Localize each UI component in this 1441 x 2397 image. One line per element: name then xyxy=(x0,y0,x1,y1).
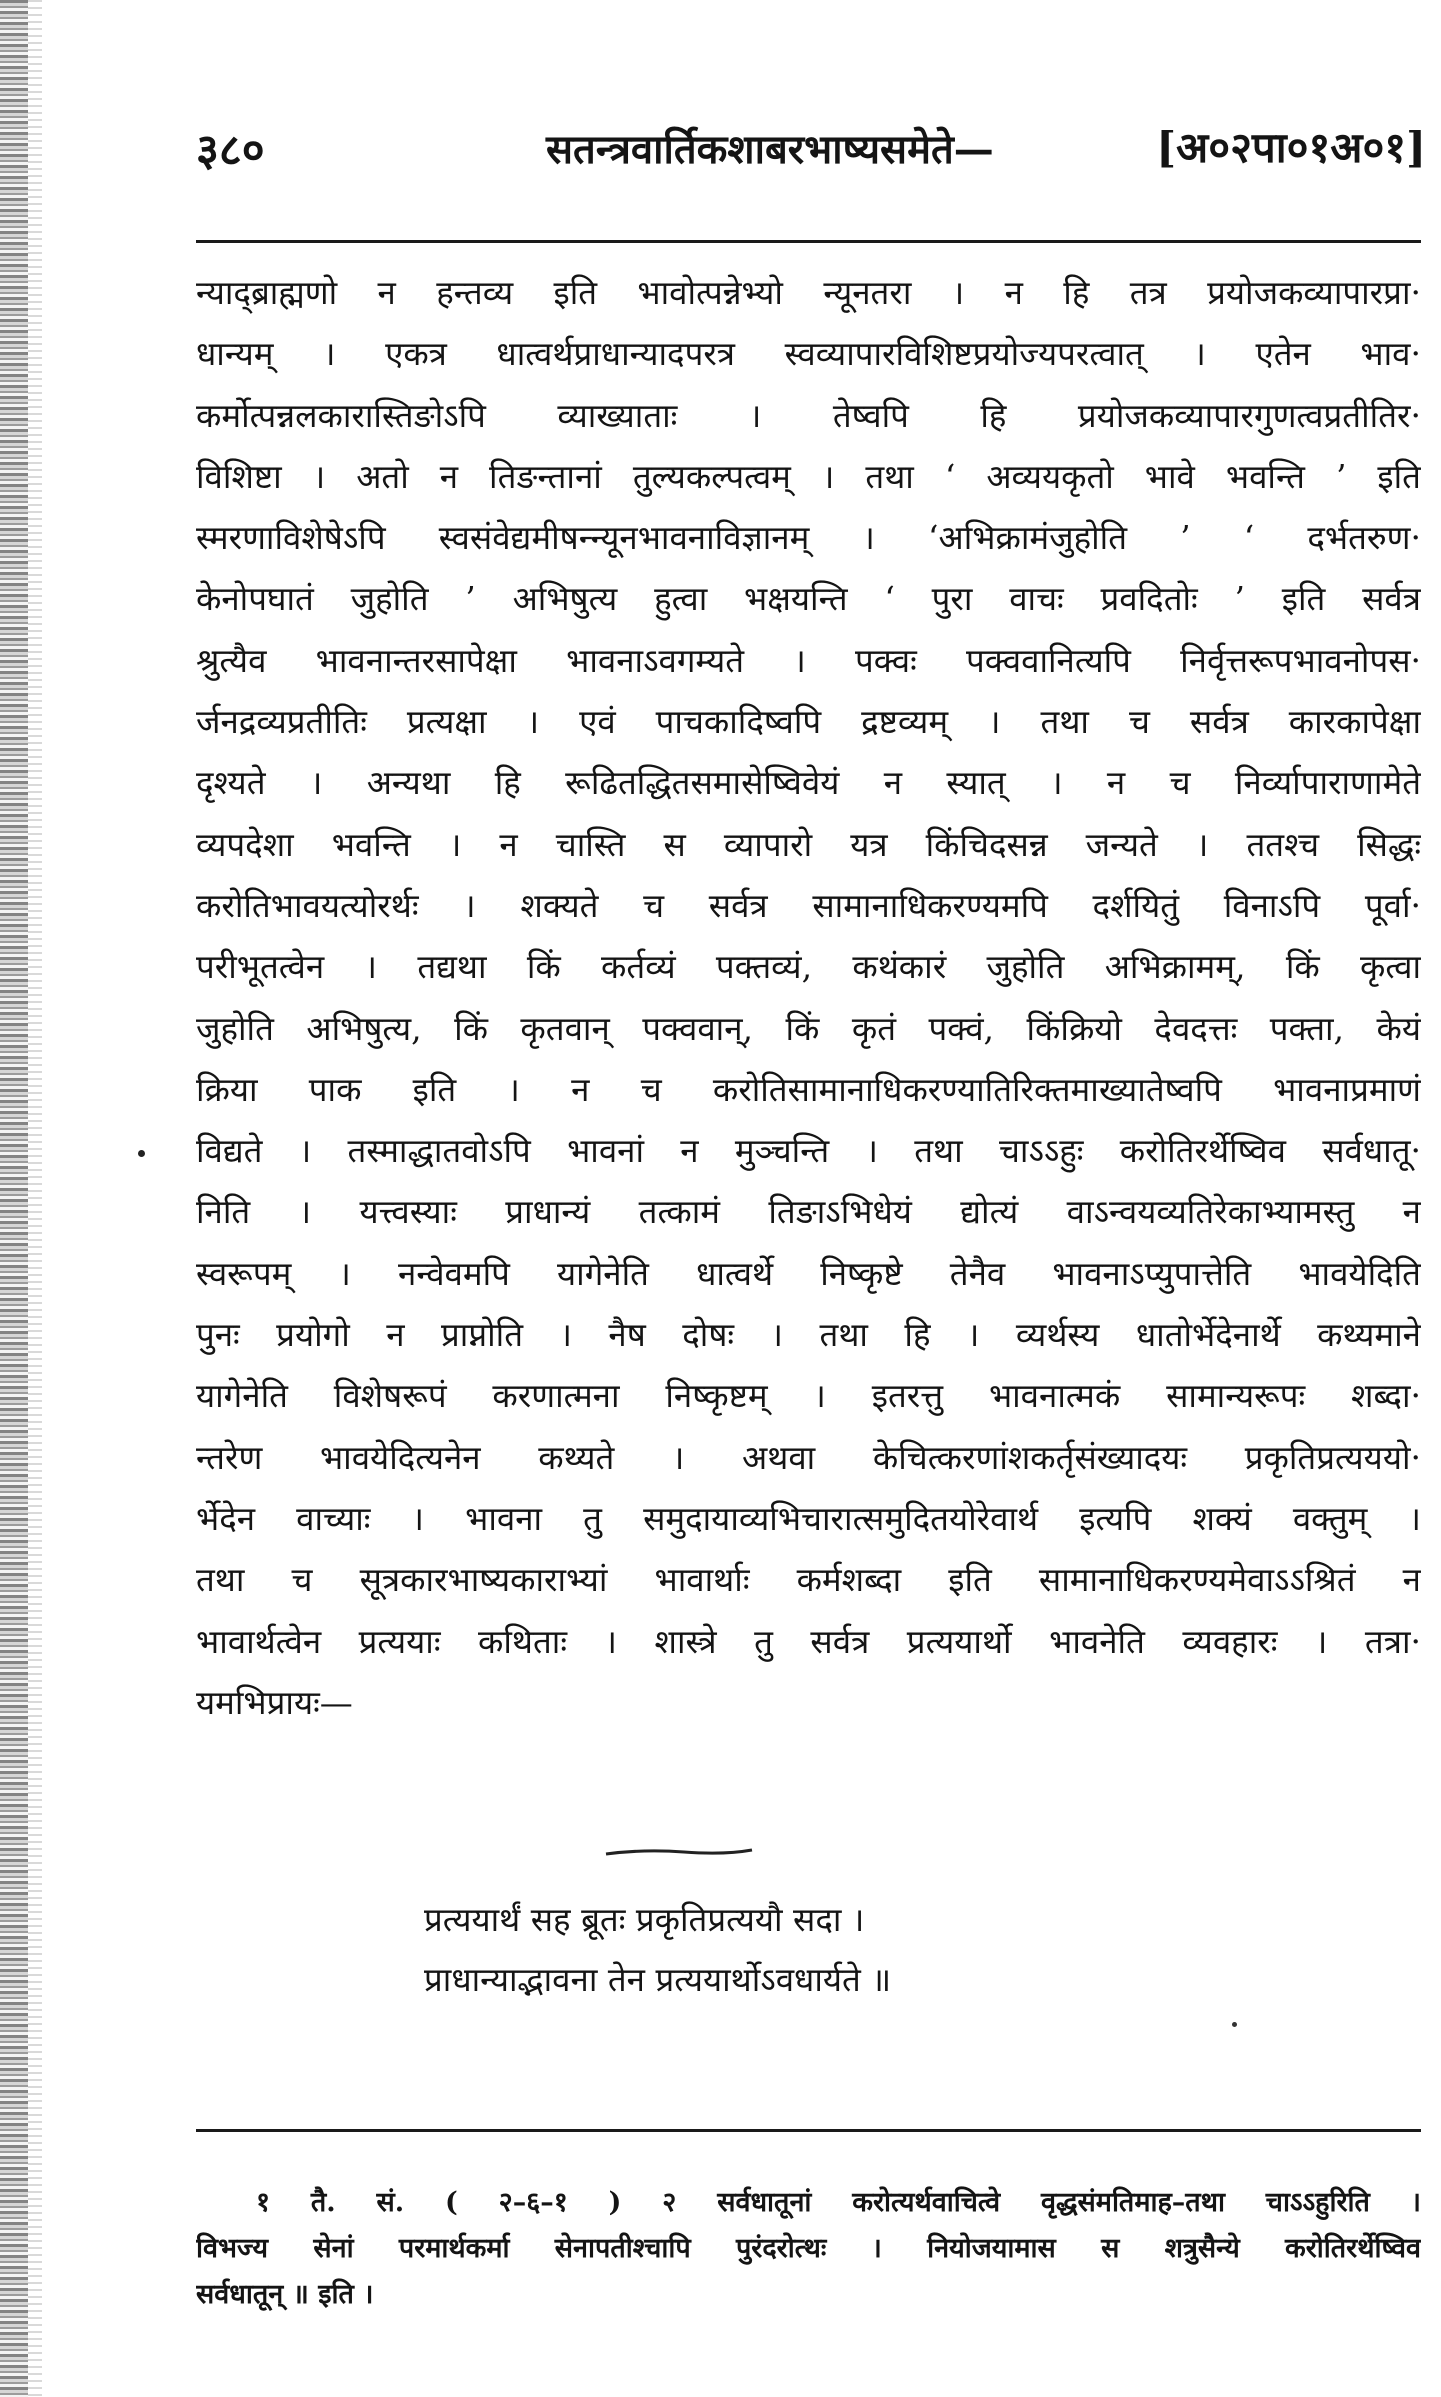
text-line: भावार्थत्वेन प्रत्ययाः कथिताः । शास्त्रे तु सर्वत्र प्रत्ययार्थो भावनेति व्यवहारः । तत्रा· xyxy=(196,1621,1421,1661)
text-line: न्याद्ब्राह्मणो न हन्तव्य इति भावोत्पन्नेभ्यो न्यूनतरा । न हि तत्र प्रयोजकव्यापारप्रा· xyxy=(196,273,1421,312)
header-rule xyxy=(196,240,1421,243)
running-title: सतन्त्रवार्तिकशाबरभाष्यसमेते— xyxy=(546,126,994,173)
page-number: ३८० xyxy=(196,125,265,176)
text-line: विद्यते । तस्माद्धातवोऽपि भावनां न मुञ्चन्ति । तथा चाऽऽहुः करोतिरर्थेष्विव सर्वधातू· xyxy=(196,1131,1421,1171)
text-line: कर्मोत्पन्नलकारास्तिङोऽपि व्याख्याताः । तेष्वपि हि प्रयोजकव्यापारगुणत्वप्रतीतिर· xyxy=(196,395,1421,435)
verse-block xyxy=(196,1890,1421,2010)
text-line: जुहोति अभिषुत्य, किं कृतवान् पक्ववान्, किं कृतं पक्वं, किंक्रियो देवदत्तः पक्ता, केयं xyxy=(196,1008,1421,1048)
footnote-rule xyxy=(196,2129,1421,2132)
text-line: यमभिप्रायः— xyxy=(196,1682,353,1722)
text-line: यागेनेति विशेषरूपं करणात्मना निष्कृष्टम् । इतरत्तु भावनात्मकं सामान्यरूपः शब्दा· xyxy=(196,1376,1421,1416)
page-header xyxy=(196,118,1426,188)
text-line: श्रुत्यैव भावनान्तरसापेक्षा भावनाऽवगम्यते । पक्वः पक्ववानित्यपि निर्वृत्तरूपभावनोपस· xyxy=(196,640,1421,680)
text-line: स्वरूपम् । नन्वेवमपि यागेनेति धात्वर्थे निष्कृष्टे तेनैव भावनाऽप्युपात्तेति भावयेदिति xyxy=(196,1253,1421,1293)
text-line: धान्यम् । एकत्र धात्वर्थप्राधान्यादपरत्र स्वव्यापारविशिष्टप्रयोज्यपरत्वात् । एतेन भाव· xyxy=(196,334,1421,374)
book-binding-shadow xyxy=(0,0,28,2397)
verse-line: प्राधान्याद्भावना तेन प्रत्ययार्थोऽवधार्यते ॥ xyxy=(424,1960,892,1999)
text-line: क्रिया पाक इति । न च करोतिसामानाधिकरण्यातिरिक्तमाख्यातेष्वपि भावनाप्रमाणं xyxy=(196,1069,1421,1109)
text-line: करोतिभावयत्योरर्थः । शक्यते च सर्वत्र सामानाधिकरण्यमपि दर्शयितुं विनाऽपि पूर्वा· xyxy=(196,885,1421,925)
stray-mark xyxy=(1232,2022,1237,2027)
footnote-line: विभज्य सेनां परमार्थकर्मा सेनापतीश्चापि पुरंदरोत्थः । नियोजयामास स शत्रुसैन्ये करोतिरर्थेष्विव xyxy=(196,2233,1421,2264)
text-line: केनोपघातं जुहोति ’ अभिषुत्य हुत्वा भक्षयन्ति ‘ पुरा वाचः प्रवदितोः ’ इति सर्वत्र xyxy=(196,579,1421,619)
footnotes xyxy=(196,2180,1421,2318)
text-line: स्मरणाविशेषेऽपि स्वसंवेद्यमीषन्न्यूनभावनाविज्ञानम् । ‘अभिक्रामंजुहोति ’ ‘ दर्भतरुण· xyxy=(196,518,1421,558)
text-line: व्यपदेशा भवन्ति । न चास्ति स व्यापारो यत्र किंचिदसन्न जन्यते । ततश्च सिद्धः xyxy=(196,824,1421,864)
text-line: र्जनद्रव्यप्रतीतिः प्रत्यक्षा । एवं पाचकादिष्वपि द्रष्टव्यम् । तथा च सर्वत्र कारकापेक्षा xyxy=(196,702,1421,742)
book-binding-edge xyxy=(28,0,42,2397)
footnote-line: सर्वधातून् ॥ इति । xyxy=(196,2279,374,2310)
text-line: पुनः प्रयोगो न प्राप्नोति । नैष दोषः । तथा हि । व्यर्थस्य धातोर्भेदेनार्थे कथ्यमाने xyxy=(196,1315,1421,1355)
text-line: विशिष्टा । अतो न तिङन्तानां तुल्यकल्पत्वम् । तथा ‘ अव्ययकृतो भावे भवन्ति ’ इति xyxy=(196,456,1421,496)
text-line: न्तरेण भावयेदित्यनेन कथ्यते । अथवा केचित्करणांशकर्तृसंख्यादयः प्रकृतिप्रत्यययो· xyxy=(196,1437,1421,1477)
section-reference: [अ०२पा०१अ०१] xyxy=(1156,123,1426,172)
verse-line: प्रत्ययार्थं सह ब्रूतः प्रकृतिप्रत्ययौ सदा । xyxy=(424,1900,865,1939)
footnote-line: १ तै. सं. ( २–६–१ ) २ सर्वधातूनां करोत्यर्थवाचित्वे वृद्धसंमतिमाह–तथा चाऽऽहुरिति । xyxy=(256,2187,1421,2218)
text-line: परीभूतत्वेन । तद्यथा किं कर्तव्यं पक्तव्यं, कथंकारं जुहोति अभिक्रामम्, किं कृत्वा xyxy=(196,947,1421,987)
margin-mark xyxy=(138,1150,145,1157)
page xyxy=(196,0,1426,2397)
commentary-text xyxy=(196,262,1421,1733)
pen-underline-mark xyxy=(604,1847,754,1857)
text-line: निति । यत्त्वस्याः प्राधान्यं तत्कामं तिङाऽभिधेयं द्योत्यं वाऽन्वयव्यतिरेकाभ्यामस्तु न xyxy=(196,1192,1421,1232)
text-line: दृश्यते । अन्यथा हि रूढितद्धितसमासेष्विवेयं न स्यात् । न च निर्व्यापाराणामेते xyxy=(196,763,1421,803)
text-line: र्भेदेन वाच्याः । भावना तु समुदायाव्यभिचारात्समुदितयोरेवार्थ इत्यपि शक्यं वक्तुम् । xyxy=(196,1498,1421,1538)
text-line: तथा च सूत्रकारभाष्यकाराभ्यां भावार्थाः कर्मशब्दा इति सामानाधिकरण्यमेवाऽऽश्रितं न xyxy=(196,1560,1421,1600)
